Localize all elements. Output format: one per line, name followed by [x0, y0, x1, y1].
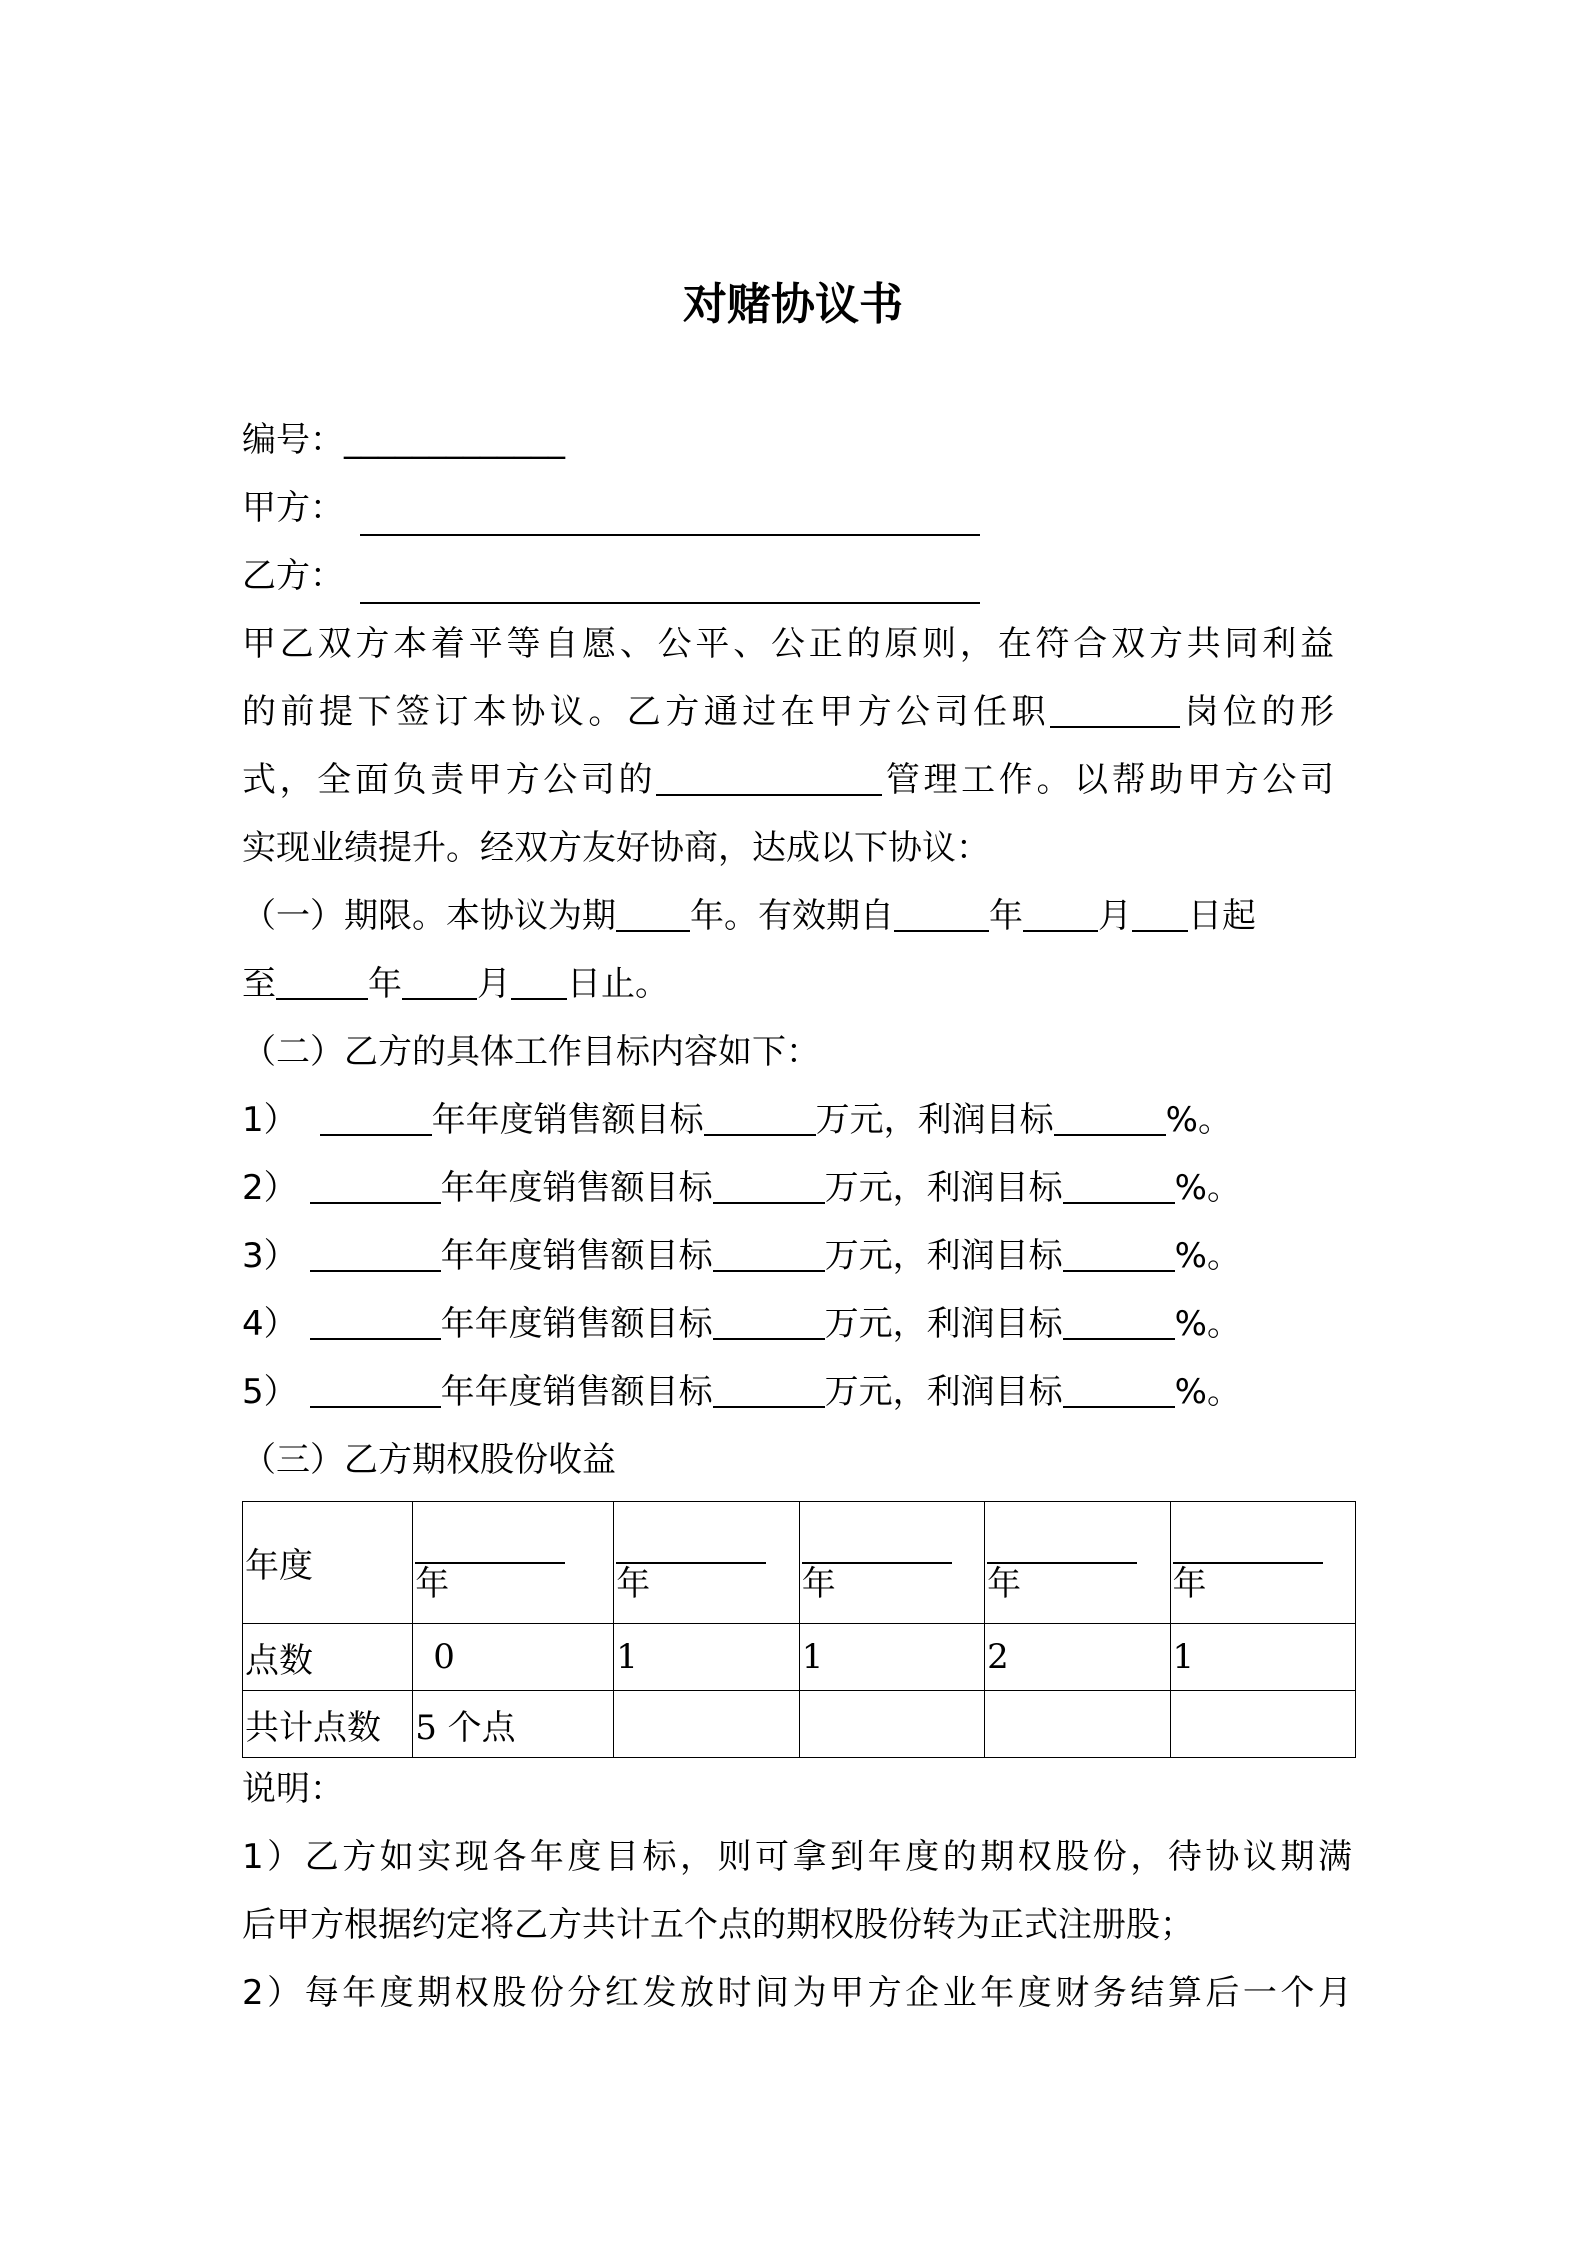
- end-day-blank[interactable]: [511, 950, 567, 1000]
- year-suffix: 年: [616, 1562, 766, 1604]
- year-cell[interactable]: [413, 1502, 614, 1624]
- document-title: 对赌协议书: [683, 279, 903, 330]
- term-line-2: [242, 950, 1356, 1018]
- term-text: （一）期限。本协议为期: [242, 896, 616, 936]
- row-header: 共计点数: [243, 1691, 413, 1758]
- target-text: 万元，利润目标: [824, 1236, 1063, 1276]
- target-row: [242, 1358, 1356, 1426]
- total-cell: 5 个点: [413, 1691, 614, 1758]
- start-day-blank[interactable]: [1132, 882, 1188, 932]
- year-cell[interactable]: [985, 1502, 1170, 1624]
- target-num: 2）: [242, 1168, 298, 1208]
- party-a-blank[interactable]: [360, 474, 980, 536]
- empty-cell: [614, 1691, 799, 1758]
- term-years-blank[interactable]: [616, 882, 690, 932]
- profit-target-blank[interactable]: [1063, 1290, 1175, 1340]
- target-num: 1）: [242, 1100, 298, 1140]
- target-text: 万元，利润目标: [815, 1100, 1054, 1140]
- intro-text: 管理工作。以帮助甲方公司: [882, 760, 1335, 800]
- year-cell[interactable]: [614, 1502, 799, 1624]
- sales-target-blank[interactable]: [713, 1358, 825, 1408]
- target-text: 年年度销售额目标: [440, 1304, 713, 1344]
- empty-cell: [799, 1691, 984, 1758]
- number-blank: _____________: [344, 420, 565, 460]
- number-line: [242, 406, 1356, 474]
- target-year-blank[interactable]: [310, 1154, 441, 1204]
- target-text: %。: [1165, 1100, 1232, 1140]
- profit-target-blank[interactable]: [1063, 1154, 1175, 1204]
- table-row-year: [243, 1502, 1356, 1624]
- target-text: 万元，利润目标: [824, 1304, 1063, 1344]
- intro-line-2: [242, 678, 1334, 746]
- intro-line-3: [242, 746, 1334, 814]
- year-suffix: 年: [415, 1562, 565, 1604]
- target-text: 年年度销售额目标: [440, 1372, 713, 1412]
- start-month-blank[interactable]: [1023, 882, 1098, 932]
- management-area-blank[interactable]: [656, 746, 882, 796]
- term-text: 月: [1098, 896, 1132, 936]
- intro-line-4: 实现业绩提升。经双方友好协商，达成以下协议：: [242, 828, 990, 868]
- target-text: 年年度销售额目标: [440, 1168, 713, 1208]
- number-label: 编号：: [242, 420, 344, 460]
- document-body: [242, 406, 1356, 1494]
- year-suffix: 年: [802, 1562, 952, 1604]
- term-text: 月: [477, 964, 511, 1004]
- target-year-blank[interactable]: [310, 1290, 441, 1340]
- targets-heading: （二）乙方的具体工作目标内容如下：: [242, 1032, 820, 1072]
- term-text: 日起: [1188, 896, 1256, 936]
- table-row-points: [243, 1624, 1356, 1691]
- target-text: 万元，利润目标: [824, 1168, 1063, 1208]
- target-year-blank[interactable]: [320, 1086, 432, 1136]
- year-cell[interactable]: [1170, 1502, 1355, 1624]
- target-text: %。: [1174, 1304, 1241, 1344]
- sales-target-blank[interactable]: [713, 1290, 825, 1340]
- party-b-blank[interactable]: [360, 542, 980, 604]
- target-text: 年年度销售额目标: [431, 1100, 704, 1140]
- intro-text: 岗位的形: [1180, 692, 1335, 732]
- term-text: 至: [242, 964, 276, 1004]
- year-suffix: 年: [987, 1562, 1137, 1604]
- empty-cell: [985, 1691, 1170, 1758]
- target-text: %。: [1174, 1168, 1241, 1208]
- end-month-blank[interactable]: [402, 950, 477, 1000]
- intro-text: 的前提下签订本协议。乙方通过在甲方公司任职: [242, 692, 1051, 732]
- notes-section: [242, 1755, 1356, 2027]
- points-cell: 1: [1170, 1624, 1355, 1691]
- term-line-1: [242, 882, 1356, 950]
- party-b-line: [242, 542, 1356, 610]
- empty-cell: [1170, 1691, 1355, 1758]
- sales-target-blank[interactable]: [704, 1086, 816, 1136]
- party-b-label: 乙方：: [242, 556, 344, 596]
- equity-heading: （三）乙方期权股份收益: [242, 1440, 616, 1480]
- target-year-blank[interactable]: [310, 1358, 441, 1408]
- points-cell: 2: [985, 1624, 1170, 1691]
- target-year-blank[interactable]: [310, 1222, 441, 1272]
- target-text: 年年度销售额目标: [440, 1236, 713, 1276]
- target-row: [242, 1222, 1356, 1290]
- row-header: 年度: [243, 1502, 413, 1624]
- points-cell: 0: [413, 1624, 614, 1691]
- year-cell[interactable]: [799, 1502, 984, 1624]
- target-num: 4）: [242, 1304, 298, 1344]
- target-num: 3）: [242, 1236, 298, 1276]
- term-text: 年。有效期自: [690, 896, 894, 936]
- points-cell: 1: [799, 1624, 984, 1691]
- target-text: %。: [1174, 1372, 1241, 1412]
- note-1-line-2: 后甲方根据约定将乙方共计五个点的期权股份转为正式注册股；: [242, 1905, 1194, 1945]
- table-row-total: [243, 1691, 1356, 1758]
- term-text: 日止。: [567, 964, 669, 1004]
- intro-line-1: 甲乙双方本着平等自愿、公平、公正的原则，在符合双方共同利益: [242, 624, 1334, 664]
- sales-target-blank[interactable]: [713, 1222, 825, 1272]
- profit-target-blank[interactable]: [1063, 1222, 1175, 1272]
- intro-text: 式，全面负责甲方公司的: [242, 760, 657, 800]
- year-suffix: 年: [1173, 1562, 1323, 1604]
- party-a-label: 甲方：: [242, 488, 344, 528]
- position-blank[interactable]: [1050, 678, 1180, 728]
- target-text: 万元，利润目标: [824, 1372, 1063, 1412]
- note-2-line-1: 2）每年度期权股份分红发放时间为甲方企业年度财务结算后一个月: [242, 1973, 1352, 2013]
- target-num: 5）: [242, 1372, 298, 1412]
- term-text: 年: [989, 896, 1023, 936]
- target-text: %。: [1174, 1236, 1241, 1276]
- start-year-blank[interactable]: [894, 882, 989, 932]
- term-text: 年: [368, 964, 402, 1004]
- equity-table: [242, 1501, 1356, 1758]
- note-1-line-1: 1）乙方如实现各年度目标，则可拿到年度的期权股份，待协议期满: [242, 1837, 1352, 1877]
- target-row: [242, 1086, 1356, 1154]
- party-a-line: [242, 474, 1356, 542]
- target-row: [242, 1154, 1356, 1222]
- points-cell: 1: [614, 1624, 799, 1691]
- target-row: [242, 1290, 1356, 1358]
- profit-target-blank[interactable]: [1054, 1086, 1166, 1136]
- notes-heading: 说明：: [242, 1769, 344, 1809]
- row-header: 点数: [243, 1624, 413, 1691]
- end-year-blank[interactable]: [276, 950, 368, 1000]
- profit-target-blank[interactable]: [1063, 1358, 1175, 1408]
- sales-target-blank[interactable]: [713, 1154, 825, 1204]
